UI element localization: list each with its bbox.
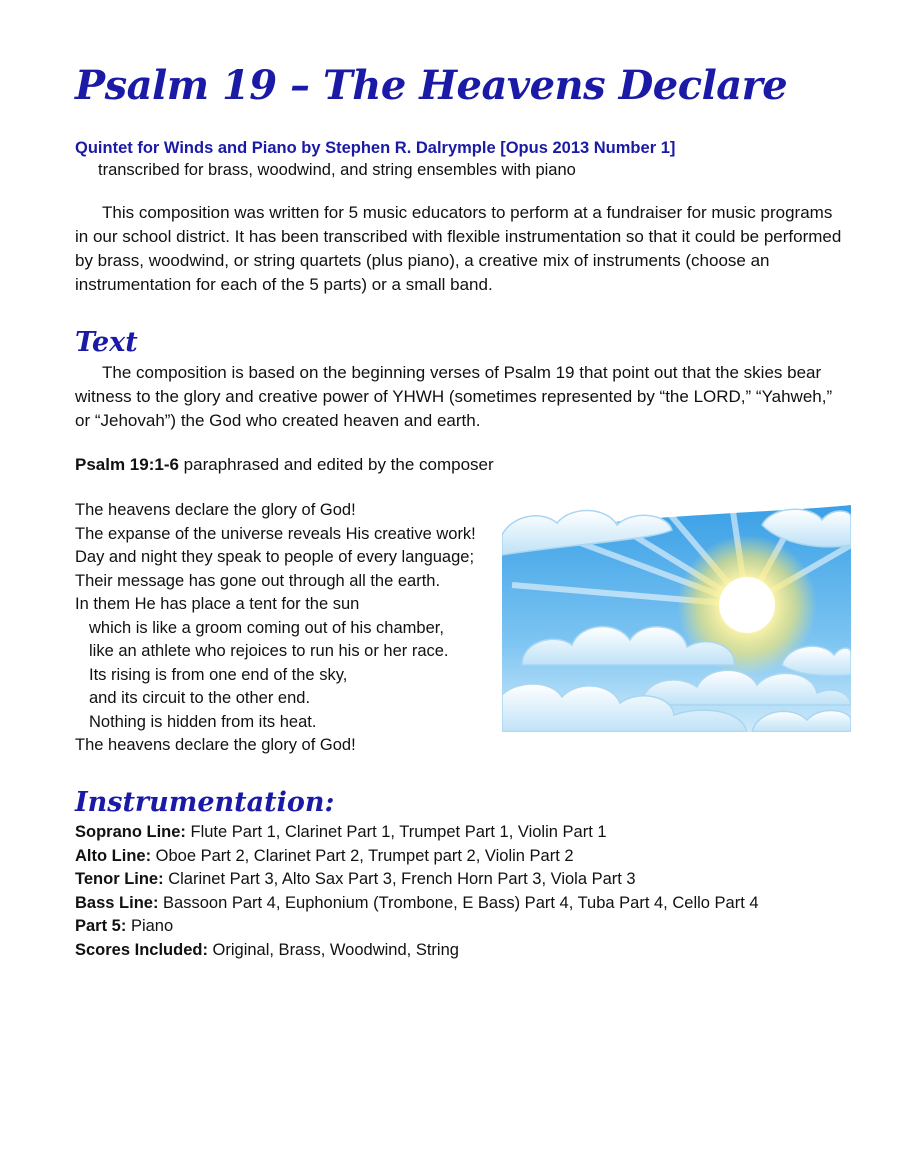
verse-line: The heavens declare the glory of God! [75, 736, 356, 754]
text-heading: Text [75, 327, 138, 358]
line-value: Flute Part 1, Clarinet Part 1, Trumpet Part 1, Violin Part 1 [185, 823, 607, 841]
line-value: Oboe Part 2, Clarinet Part 2, Trumpet part 2, Violin Part 2 [151, 846, 574, 865]
verse-line: Their message has gone out through all the earth. [75, 571, 441, 590]
verse-line: The expanse of the universe reveals His creative work! [75, 524, 476, 543]
psalm-reference [75, 453, 845, 477]
verse-section [75, 499, 845, 759]
intro-paragraph: This composition was written for 5 music educators to perform at a fundraiser for music programs in our school district. It has been transcribed with flexible instrumentation so that it could be performed by brass, woodwind, or string quartets (plus piano), a creative mix of instruments (choose an instrumentation for each of the 5 parts) or a small band. [75, 203, 842, 294]
transcription-note: transcribed for brass, woodwind, and string ensembles with piano [98, 161, 576, 179]
verse-line: like an athlete who rejoices to run his or her race. [89, 642, 449, 660]
verse-line: Nothing is hidden from its heat. [89, 712, 317, 731]
verse-line: In them He has place a tent for the sun [75, 595, 360, 613]
instrumentation-line-bass [75, 892, 845, 916]
psalm-reference-rest: paraphrased and edited by the composer [178, 455, 494, 474]
page-title: Psalm 19 – The Heavens Declare [75, 62, 788, 109]
document-page [75, 60, 845, 962]
psalm-verses [75, 499, 505, 758]
instrumentation-line-soprano [75, 821, 845, 845]
instrumentation-line-part5 [75, 915, 845, 939]
verse-line: and its circuit to the other end. [89, 689, 311, 707]
line-value: Piano [126, 917, 174, 935]
line-label: Alto Line: [75, 846, 152, 865]
instrumentation-list [75, 821, 845, 962]
psalm-reference-bold: Psalm 19:1-6 [75, 455, 179, 474]
line-label: Tenor Line: [75, 870, 164, 888]
verse-line: Day and night they speak to people of every language; [75, 548, 475, 566]
verse-line: Its rising is from one end of the sky, [89, 665, 348, 684]
line-label: Soprano Line: [75, 823, 186, 841]
instrumentation-heading: Instrumentation: [75, 787, 335, 818]
verse-line: The heavens declare the glory of God! [75, 501, 356, 519]
line-value: Original, Brass, Woodwind, String [207, 940, 459, 959]
text-paragraph: The composition is based on the beginning verses of Psalm 19 that point out that the skies bear witness to the glory and creative power of YHWH (sometimes represented by “the LORD,” “Yahweh,” or “Jehovah”) the God who created heaven and earth. [75, 363, 833, 430]
instrumentation-line-alto [75, 845, 845, 869]
line-label: Scores Included: [75, 940, 208, 959]
line-label: Part 5: [75, 917, 127, 935]
line-value: Bassoon Part 4, Euphonium (Trombone, E Bass) Part 4, Tuba Part 4, Cello Part 4 [158, 893, 759, 912]
line-value: Clarinet Part 3, Alto Sax Part 3, French Horn Part 3, Viola Part 3 [163, 870, 636, 888]
instrumentation-line-scores [75, 939, 845, 963]
instrumentation-line-tenor [75, 868, 845, 892]
composition-subtitle: Quintet for Winds and Piano by Stephen R. Dalrymple [Opus 2013 Number 1] [75, 139, 676, 157]
line-label: Bass Line: [75, 893, 159, 912]
verse-line: which is like a groom coming out of his chamber, [89, 618, 444, 637]
sky-clouds-illustration [502, 505, 851, 732]
